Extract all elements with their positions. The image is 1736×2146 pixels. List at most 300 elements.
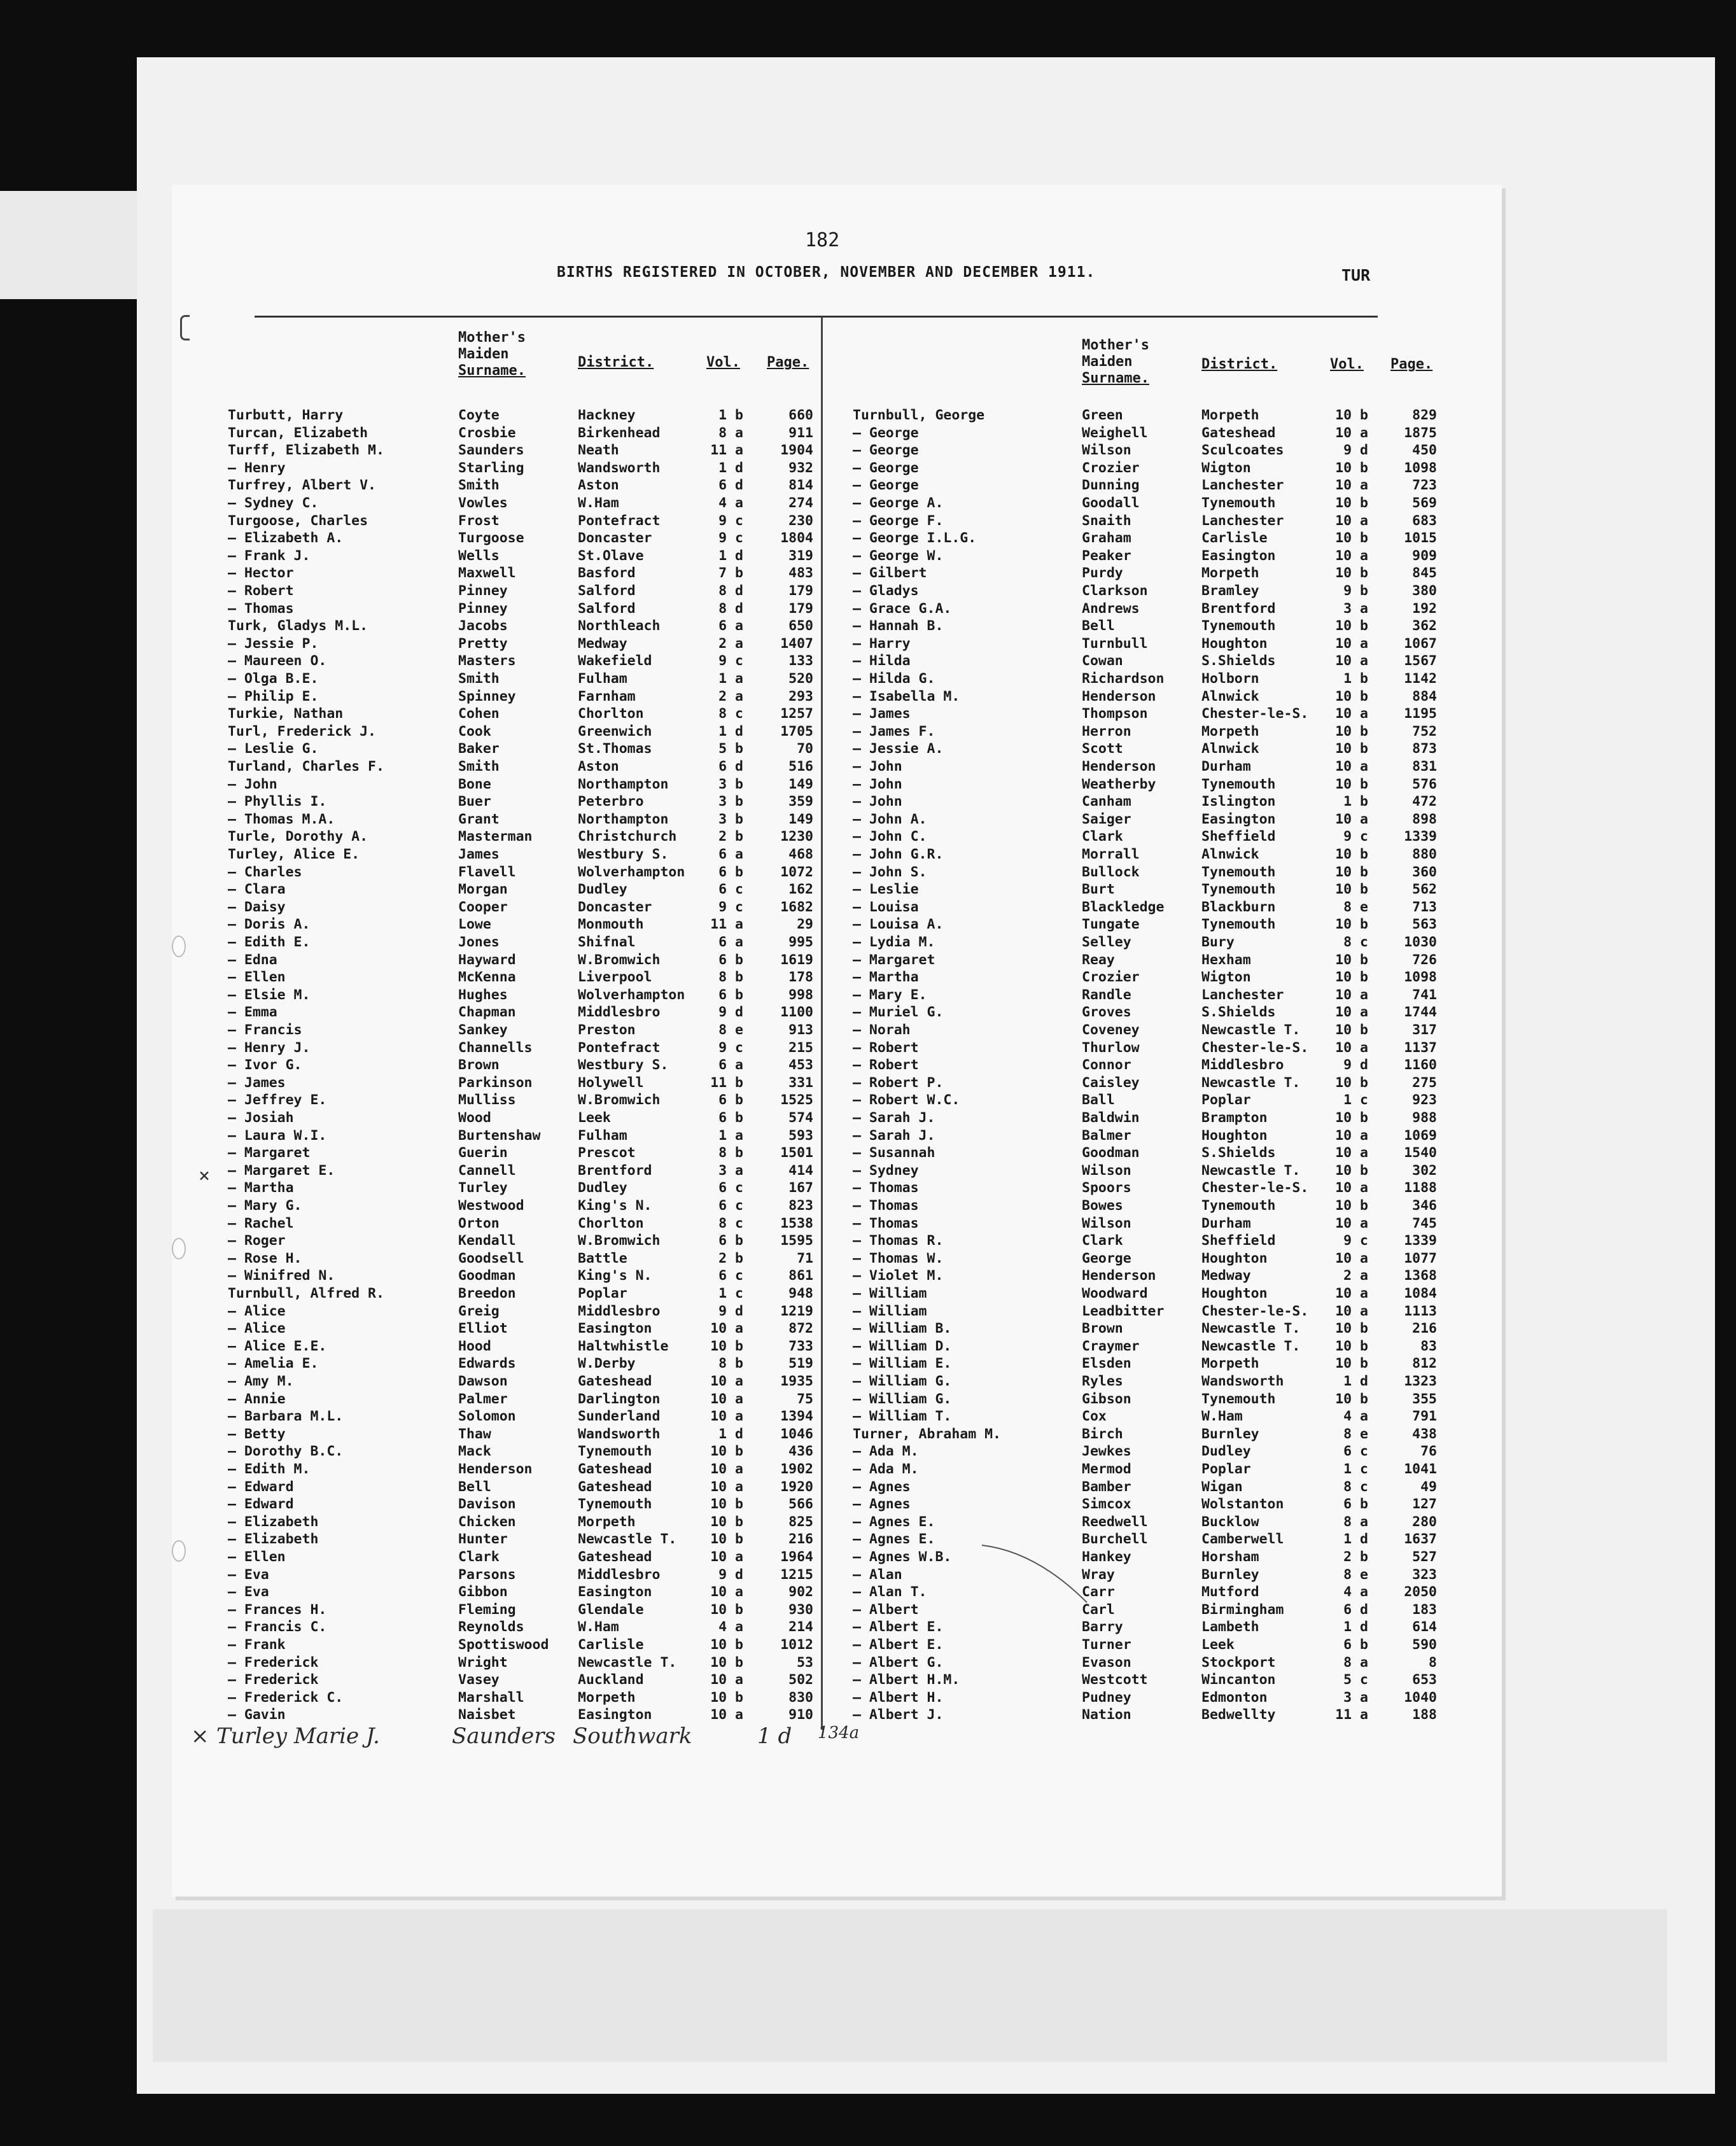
entry-name: — Ellen xyxy=(228,969,286,986)
entry-page: 745 xyxy=(1412,1215,1437,1231)
entry-volume: 9 d xyxy=(718,1303,743,1319)
entry-volume: 10 a xyxy=(1335,1180,1368,1196)
register-entry xyxy=(0,1144,1736,1161)
entry-volume: 9 d xyxy=(718,1004,743,1021)
entry-district: Durham xyxy=(1201,1215,1251,1231)
entry-volume: 6 b xyxy=(1343,1637,1368,1653)
entry-name: — Gilbert xyxy=(853,565,927,582)
entry-volume: 10 a xyxy=(710,1478,743,1495)
entry-page: 948 xyxy=(788,1286,813,1301)
entry-name: — George A. xyxy=(853,495,944,511)
entry-maiden-surname: Canham xyxy=(1082,794,1131,810)
entry-volume: 1 b xyxy=(1343,794,1368,810)
register-entry xyxy=(0,1250,1736,1267)
maiden-header-line-1: Mother's xyxy=(458,330,526,346)
entry-page: 483 xyxy=(788,565,813,582)
entry-page: 274 xyxy=(788,495,813,511)
entry-maiden-surname: Bone xyxy=(458,776,491,792)
register-entry xyxy=(0,582,1736,600)
entry-page: 216 xyxy=(788,1531,813,1548)
entry-volume: 10 a xyxy=(710,1549,743,1565)
entry-name: — Frank xyxy=(228,1637,286,1653)
entry-volume: 10 b xyxy=(1335,459,1368,476)
register-entry xyxy=(0,1531,1736,1548)
entry-page: 516 xyxy=(788,759,813,775)
entry-name: — Agnes xyxy=(853,1496,911,1513)
register-entry xyxy=(0,723,1736,740)
entry-name: Turland, Charles F. xyxy=(228,759,384,775)
entry-volume: 10 b xyxy=(1335,776,1368,792)
entry-volume: 10 b xyxy=(1335,846,1368,862)
register-entry xyxy=(0,407,1736,424)
entry-district: Glendale xyxy=(578,1601,644,1618)
register-entry xyxy=(0,635,1736,652)
handwritten-cross: × xyxy=(191,1723,209,1749)
entry-district: Gateshead xyxy=(578,1461,652,1477)
entry-maiden-surname: Blackledge xyxy=(1082,899,1165,915)
entry-maiden-surname: Bell xyxy=(1082,618,1115,635)
entry-district: Easington xyxy=(1201,811,1276,827)
entry-name: — Norah xyxy=(853,1022,911,1038)
entry-page: 468 xyxy=(788,846,813,862)
entry-volume: 9 c xyxy=(1343,829,1368,845)
entry-district: S.Shields xyxy=(1201,1004,1276,1021)
register-entry xyxy=(0,916,1736,933)
entry-page: 1040 xyxy=(1404,1689,1437,1706)
entry-district: Morpeth xyxy=(578,1513,636,1530)
entry-district: Stockport xyxy=(1201,1654,1276,1671)
entry-maiden-surname: Mulliss xyxy=(458,1092,516,1109)
entry-name: — Edward xyxy=(228,1496,294,1513)
entry-volume: 9 d xyxy=(1343,1057,1368,1074)
entry-district: Hexham xyxy=(1201,951,1251,968)
entry-page: 215 xyxy=(788,1039,813,1056)
entry-name: — Isabella M. xyxy=(853,688,960,705)
entry-name: — Edna xyxy=(228,951,277,968)
entry-name: — John A. xyxy=(853,811,927,827)
entry-volume: 8 e xyxy=(1343,1566,1368,1583)
entry-maiden-surname: Hankey xyxy=(1082,1549,1131,1565)
entry-page: 614 xyxy=(1412,1619,1437,1636)
entry-maiden-surname: Cowan xyxy=(1082,653,1123,670)
entry-name: — Annie xyxy=(228,1391,286,1407)
entry-name: — Edward xyxy=(228,1478,294,1495)
entry-maiden-surname: Goodman xyxy=(458,1268,516,1284)
register-entry xyxy=(0,1338,1736,1355)
entry-maiden-surname: Ryles xyxy=(1082,1373,1123,1389)
entry-district: Alnwick xyxy=(1201,846,1259,862)
entry-volume: 10 b xyxy=(1335,495,1368,511)
entry-page: 355 xyxy=(1412,1391,1437,1407)
entry-volume: 10 b xyxy=(1335,1110,1368,1126)
entry-page: 280 xyxy=(1412,1513,1437,1530)
entry-name: — Francis C. xyxy=(228,1619,327,1636)
entry-district: Northampton xyxy=(578,776,669,792)
entry-name: — Sarah J. xyxy=(853,1110,935,1126)
entry-maiden-surname: Burchell xyxy=(1082,1531,1148,1548)
entry-volume: 1 c xyxy=(718,1286,743,1301)
entry-volume: 10 b xyxy=(1335,1074,1368,1091)
entry-page: 1077 xyxy=(1404,1250,1437,1266)
entry-maiden-surname: Scott xyxy=(1082,741,1123,757)
entry-name: — John xyxy=(853,759,902,775)
entry-page: 562 xyxy=(1412,881,1437,898)
entry-page: 1012 xyxy=(780,1637,813,1653)
entry-volume: 3 b xyxy=(718,776,743,792)
entry-maiden-surname: Jones xyxy=(458,934,500,950)
entry-page: 1567 xyxy=(1404,653,1437,670)
entry-district: Aston xyxy=(578,759,619,775)
entry-page: 1339 xyxy=(1404,829,1437,845)
entry-volume: 10 b xyxy=(1335,951,1368,968)
entry-maiden-surname: Henderson xyxy=(1082,1268,1156,1284)
entry-page: 1015 xyxy=(1404,530,1437,547)
entry-name: — Mary E. xyxy=(853,986,927,1003)
entry-volume: 10 a xyxy=(1335,986,1368,1003)
entry-name: — Laura W.I. xyxy=(228,1127,327,1144)
entry-page: 472 xyxy=(1412,794,1437,810)
entry-name: — Edith M. xyxy=(228,1461,311,1477)
entry-name: — Alan T. xyxy=(853,1584,927,1601)
entry-name: — Hannah B. xyxy=(853,618,944,635)
entry-maiden-surname: Maxwell xyxy=(458,565,516,582)
entry-name: — Amelia E. xyxy=(228,1356,319,1372)
entry-name: — Mary G. xyxy=(228,1198,302,1214)
backing-sheet-strip xyxy=(153,1909,1667,2062)
entry-volume: 6 c xyxy=(718,1268,743,1284)
entry-maiden-surname: Pinney xyxy=(458,583,508,599)
entry-maiden-surname: Dunning xyxy=(1082,477,1140,494)
entry-maiden-surname: Smith xyxy=(458,759,500,775)
entry-maiden-surname: Evason xyxy=(1082,1654,1131,1671)
register-entry xyxy=(0,899,1736,916)
entry-volume: 10 b xyxy=(710,1513,743,1530)
entry-maiden-surname: Morgan xyxy=(458,881,508,898)
entry-district: Greenwich xyxy=(578,723,652,740)
entry-page: 183 xyxy=(1412,1601,1437,1618)
entry-volume: 9 c xyxy=(718,1039,743,1056)
entry-volume: 10 a xyxy=(1335,1303,1368,1319)
register-entry xyxy=(0,1408,1736,1425)
entry-name: — Robert P. xyxy=(853,1074,944,1091)
entry-volume: 1 d xyxy=(718,723,743,740)
entry-maiden-surname: Burtenshaw xyxy=(458,1127,541,1144)
entry-page: 179 xyxy=(788,600,813,617)
entry-page: 932 xyxy=(788,459,813,476)
entry-district: Easington xyxy=(578,1707,652,1723)
entry-maiden-surname: Chicken xyxy=(458,1513,516,1530)
entry-name: — James xyxy=(853,706,911,722)
register-entry xyxy=(0,1689,1736,1706)
entry-name: — Frederick xyxy=(228,1654,319,1671)
entry-page: 1030 xyxy=(1404,934,1437,950)
entry-district: Auckland xyxy=(578,1672,644,1688)
entry-name: — Philip E. xyxy=(228,688,319,705)
entry-volume: 10 a xyxy=(1335,706,1368,722)
entry-district: Middlesbro xyxy=(578,1566,661,1583)
entry-district: Newcastle T. xyxy=(1201,1162,1301,1179)
entry-maiden-surname: Burt xyxy=(1082,881,1115,898)
entry-page: 75 xyxy=(797,1391,813,1407)
entry-district: Alnwick xyxy=(1201,741,1259,757)
entry-volume: 3 b xyxy=(718,794,743,810)
entry-name: — Doris A. xyxy=(228,916,311,933)
entry-maiden-surname: Bullock xyxy=(1082,864,1140,880)
entry-volume: 1 c xyxy=(1343,1092,1368,1109)
entry-page: 823 xyxy=(788,1198,813,1214)
entry-page: 1257 xyxy=(780,706,813,722)
entry-maiden-surname: Hayward xyxy=(458,951,516,968)
register-entry xyxy=(0,512,1736,529)
entry-district: Easington xyxy=(578,1584,652,1601)
entry-volume: 9 c xyxy=(718,899,743,915)
entry-district: Westbury S. xyxy=(578,846,669,862)
entry-name: — John xyxy=(853,794,902,810)
entry-page: 1935 xyxy=(780,1373,813,1389)
entry-maiden-surname: Baker xyxy=(458,741,500,757)
entry-name: — Agnes E. xyxy=(853,1513,935,1530)
entry-volume: 6 b xyxy=(1343,1496,1368,1513)
entry-name: — Phyllis I. xyxy=(228,794,327,810)
entry-page: 873 xyxy=(1412,741,1437,757)
entry-name: — Charles xyxy=(228,864,302,880)
register-entry xyxy=(0,934,1736,951)
entry-maiden-surname: Brown xyxy=(1082,1321,1123,1337)
entry-page: 520 xyxy=(788,671,813,687)
entry-district: Chester-le-S. xyxy=(1201,1039,1309,1056)
entry-district: Gateshead xyxy=(578,1373,652,1389)
entry-page: 902 xyxy=(788,1584,813,1601)
entry-district: Holborn xyxy=(1201,671,1259,687)
entry-volume: 3 a xyxy=(718,1162,743,1179)
entry-volume: 10 b xyxy=(1335,969,1368,986)
entry-maiden-surname: Snaith xyxy=(1082,512,1131,529)
entry-name: — Josiah xyxy=(228,1110,294,1126)
register-entry xyxy=(0,1320,1736,1337)
entry-district: W.Ham xyxy=(578,495,619,511)
entry-volume: 10 b xyxy=(1335,864,1368,880)
entry-name: Turcan, Elizabeth xyxy=(228,424,368,441)
entry-district: Leek xyxy=(578,1110,611,1126)
page-heading: BIRTHS REGISTERED IN OCTOBER, NOVEMBER AND DECEMBER 1911. xyxy=(557,264,1096,281)
entry-page: 1904 xyxy=(780,442,813,459)
entry-maiden-surname: Fleming xyxy=(458,1601,516,1618)
entry-maiden-surname: Orton xyxy=(458,1215,500,1231)
entry-volume: 6 c xyxy=(718,1180,743,1196)
register-entry xyxy=(0,547,1736,565)
entry-maiden-surname: Crosbie xyxy=(458,424,516,441)
entry-volume: 10 b xyxy=(710,1496,743,1513)
entry-volume: 1 a xyxy=(718,1127,743,1144)
entry-district: Morpeth xyxy=(578,1689,636,1706)
entry-name: Turgoose, Charles xyxy=(228,512,368,529)
entry-name: — Thomas R. xyxy=(853,1233,944,1249)
entry-district: Northampton xyxy=(578,811,669,827)
entry-name: — Alice xyxy=(228,1303,286,1319)
handwritten-name: Turley Marie J. xyxy=(216,1723,380,1749)
entry-page: 1160 xyxy=(1404,1057,1437,1074)
entry-maiden-surname: Coyte xyxy=(458,407,500,423)
entry-district: Poplar xyxy=(578,1286,627,1301)
entry-district: Tynemouth xyxy=(1201,776,1276,792)
entry-page: 653 xyxy=(1412,1672,1437,1688)
maiden-header-line-1: Mother's xyxy=(1082,337,1149,353)
entry-volume: 7 b xyxy=(718,565,743,582)
entry-name: — Thomas M.A. xyxy=(228,811,335,827)
entry-volume: 1 c xyxy=(1343,1461,1368,1477)
entry-page: 988 xyxy=(1412,1110,1437,1126)
entry-maiden-surname: Cox xyxy=(1082,1408,1107,1425)
entry-page: 519 xyxy=(788,1356,813,1372)
entry-page: 831 xyxy=(1412,759,1437,775)
entry-page: 76 xyxy=(1420,1443,1437,1460)
entry-name: — Muriel G. xyxy=(853,1004,944,1021)
entry-page: 1964 xyxy=(780,1549,813,1565)
entry-name: — George xyxy=(853,459,919,476)
entry-volume: 9 b xyxy=(1343,583,1368,599)
entry-name: — George I.L.G. xyxy=(853,530,977,547)
entry-maiden-surname: Coveney xyxy=(1082,1022,1140,1038)
entry-page: 214 xyxy=(788,1619,813,1636)
entry-district: Morpeth xyxy=(1201,723,1259,740)
register-entry xyxy=(0,1443,1736,1460)
entry-district: Bury xyxy=(1201,934,1235,950)
entry-page: 1744 xyxy=(1404,1004,1437,1021)
entry-district: Liverpool xyxy=(578,969,652,986)
entry-volume: 8 a xyxy=(1343,1513,1368,1530)
entry-page: 930 xyxy=(788,1601,813,1618)
entry-maiden-surname: Reynolds xyxy=(458,1619,524,1636)
entry-volume: 10 b xyxy=(1335,916,1368,933)
entry-page: 1538 xyxy=(780,1215,813,1231)
register-entry xyxy=(0,1548,1736,1566)
entry-district: Darlington xyxy=(578,1391,661,1407)
entry-district: Morpeth xyxy=(1201,565,1259,582)
entry-maiden-surname: Thurlow xyxy=(1082,1039,1140,1056)
entry-name: Turley, Alice E. xyxy=(228,846,360,862)
entry-volume: 10 b xyxy=(1335,1356,1368,1372)
entry-name: Turk, Gladys M.L. xyxy=(228,618,368,635)
register-entry xyxy=(0,1355,1736,1372)
register-entry xyxy=(0,1426,1736,1443)
page-header: Page. xyxy=(767,354,809,370)
handwritten-district: Southwark xyxy=(573,1723,692,1749)
vol-header: Vol. xyxy=(706,354,740,370)
entry-name: — Lydia M. xyxy=(853,934,935,950)
entry-name: — Ellen xyxy=(228,1549,286,1565)
entry-page: 149 xyxy=(788,811,813,827)
entry-page: 179 xyxy=(788,583,813,599)
entry-district: Tynemouth xyxy=(1201,618,1276,635)
entry-district: Shifnal xyxy=(578,934,636,950)
entry-volume: 10 b xyxy=(1335,741,1368,757)
entry-district: Wandsworth xyxy=(578,459,661,476)
entry-maiden-surname: Caisley xyxy=(1082,1074,1140,1091)
entry-name: — Albert G. xyxy=(853,1654,944,1671)
entry-volume: 10 a xyxy=(710,1707,743,1723)
entry-volume: 10 a xyxy=(1335,653,1368,670)
entry-district: Wandsworth xyxy=(1201,1373,1284,1389)
entry-district: Horsham xyxy=(1201,1549,1259,1565)
entry-district: Medway xyxy=(578,635,627,652)
entry-district: Wakefield xyxy=(578,653,652,670)
entry-volume: 2 b xyxy=(718,829,743,845)
entry-maiden-surname: Turgoose xyxy=(458,530,524,547)
entry-maiden-surname: George xyxy=(1082,1250,1131,1266)
entry-district: Carlisle xyxy=(1201,530,1268,547)
section-code: TUR xyxy=(1341,266,1371,284)
entry-page: 275 xyxy=(1412,1074,1437,1091)
entry-volume: 8 b xyxy=(718,1145,743,1161)
entry-name: — Alice E.E. xyxy=(228,1338,327,1354)
entry-page: 909 xyxy=(1412,547,1437,564)
entry-maiden-surname: Herron xyxy=(1082,723,1131,740)
entry-name: — Edith E. xyxy=(228,934,311,950)
entry-maiden-surname: Cooper xyxy=(458,899,508,915)
entry-page: 898 xyxy=(1412,811,1437,827)
entry-volume: 8 d xyxy=(718,583,743,599)
entry-name: — Henry J. xyxy=(228,1039,311,1056)
entry-volume: 10 a xyxy=(1335,1250,1368,1266)
register-entry xyxy=(0,1162,1736,1179)
entry-page: 450 xyxy=(1412,442,1437,459)
entry-maiden-surname: Clark xyxy=(1082,1233,1123,1249)
entry-district: Fulham xyxy=(578,1127,627,1144)
entry-page: 188 xyxy=(1412,1707,1437,1723)
entry-volume: 6 b xyxy=(718,951,743,968)
entry-maiden-surname: Palmer xyxy=(458,1391,508,1407)
entry-maiden-surname: Wood xyxy=(458,1110,491,1126)
entry-page: 1113 xyxy=(1404,1303,1437,1319)
entry-district: Wigan xyxy=(1201,1478,1243,1495)
entry-district: Gateshead xyxy=(578,1478,652,1495)
entry-district: Westbury S. xyxy=(578,1057,669,1074)
entry-volume: 11 a xyxy=(710,916,743,933)
entry-maiden-surname: Bowes xyxy=(1082,1198,1123,1214)
entry-name: — Violet M. xyxy=(853,1268,944,1284)
entry-volume: 6 b xyxy=(718,1110,743,1126)
entry-page: 726 xyxy=(1412,951,1437,968)
entry-volume: 10 b xyxy=(710,1654,743,1671)
entry-name: — Thomas xyxy=(228,600,294,617)
entry-volume: 10 b xyxy=(1335,565,1368,582)
entry-page: 317 xyxy=(1412,1022,1437,1038)
entry-page: 362 xyxy=(1412,618,1437,635)
entry-district: Sculcoates xyxy=(1201,442,1284,459)
entry-volume: 10 b xyxy=(1335,1162,1368,1179)
entry-name: — Rose H. xyxy=(228,1250,302,1266)
entry-maiden-surname: Groves xyxy=(1082,1004,1131,1021)
entry-name: — Alan xyxy=(853,1566,902,1583)
register-entry xyxy=(0,1056,1736,1074)
entry-page: 127 xyxy=(1412,1496,1437,1513)
register-entry xyxy=(0,1583,1736,1601)
entry-page: 323 xyxy=(1412,1566,1437,1583)
entry-volume: 10 b xyxy=(1335,407,1368,423)
entry-volume: 4 a xyxy=(718,495,743,511)
pencil-stroke xyxy=(979,1539,1093,1609)
entry-page: 814 xyxy=(788,477,813,494)
entry-name: — Jessie A. xyxy=(853,741,944,757)
entry-volume: 4 a xyxy=(1343,1584,1368,1601)
entry-name: — Louisa xyxy=(853,899,919,915)
entry-volume: 1 d xyxy=(1343,1373,1368,1389)
entry-district: St.Thomas xyxy=(578,741,652,757)
entry-page: 861 xyxy=(788,1268,813,1284)
entry-maiden-surname: Turley xyxy=(458,1180,508,1196)
entry-name: — John G.R. xyxy=(853,846,944,862)
entry-name: — John S. xyxy=(853,864,927,880)
